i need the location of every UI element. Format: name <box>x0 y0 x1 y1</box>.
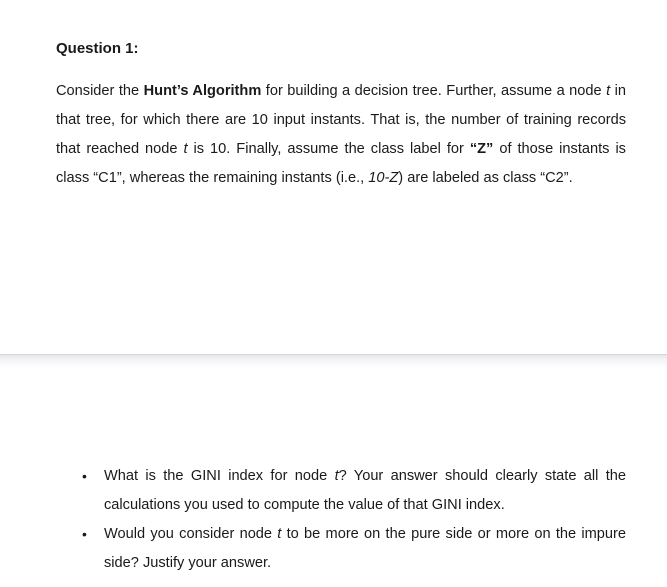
page-separator <box>0 354 667 369</box>
question-title: Question 1: <box>56 40 139 57</box>
bullet-text: to be more on the pure side or more on the impure side? Justify your answer. <box>104 526 626 571</box>
algorithm-name: Hunt’s Algorithm <box>143 83 262 99</box>
list-item <box>82 520 626 578</box>
bullet-text: Would you consider node <box>104 526 278 542</box>
node-variable: t <box>334 468 339 484</box>
z-variable: “Z” <box>469 141 494 157</box>
node-variable: t <box>183 141 188 157</box>
paragraph-text: is 10. Finally, assume the class label for <box>187 141 470 157</box>
node-variable: t <box>277 526 282 542</box>
paragraph-text: for building a decision tree. Further, assume a node <box>261 83 607 99</box>
sub-questions-list <box>82 462 626 578</box>
remaining-expression: 10-Z <box>368 170 399 186</box>
paragraph-text: of those instants is class “C1”, whereas the remaining instants (i.e., <box>56 141 626 186</box>
bullet-icon: • <box>82 526 87 542</box>
bullet-icon: • <box>82 468 87 484</box>
question-paragraph <box>56 77 626 193</box>
bullet-text: ? Your answer should clearly state all the calculations you used to compute the value of that GINI index. <box>104 468 626 513</box>
paragraph-text: in that tree, for which there are 10 input instants. That is, the number of training records that reached node <box>56 83 626 157</box>
paragraph-text: ) are labeled as class “C2”. <box>398 170 573 186</box>
list-item <box>82 462 626 520</box>
node-variable: t <box>606 83 611 99</box>
paragraph-text: Consider the <box>56 83 144 99</box>
bullet-text: What is the GINI index for node <box>104 468 335 484</box>
